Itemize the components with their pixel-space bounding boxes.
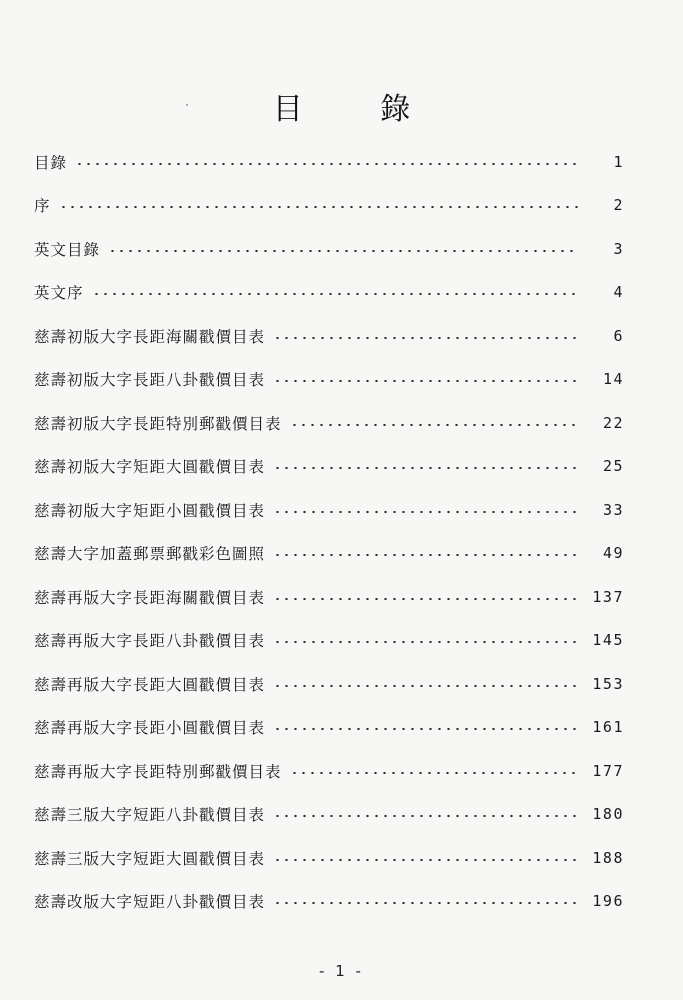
- toc-entry: [34, 184, 624, 228]
- toc-entry-title: 慈壽再版大字長距大圓戳價目表: [34, 675, 266, 694]
- toc-entry-page: 4: [613, 283, 624, 302]
- dot-leader: [273, 685, 578, 687]
- toc-entry: [34, 488, 624, 532]
- toc-entry-page: 14: [602, 370, 624, 389]
- dot-leader: [273, 815, 578, 817]
- toc-entry: [34, 836, 624, 880]
- toc-entry-title: 慈壽改版大字短距八卦戳價目表: [34, 893, 266, 912]
- toc-entry-title: 慈壽初版大字矩距大圓戳價目表: [34, 458, 266, 477]
- toc-entry: [34, 271, 624, 315]
- toc-entry: [34, 445, 624, 489]
- toc-entry-page: 153: [592, 674, 624, 693]
- toc-entry-page: 33: [602, 500, 624, 519]
- toc-entry-title: 慈壽初版大字長距海關戳價目表: [34, 327, 266, 346]
- toc-entry-page: 180: [592, 805, 624, 824]
- toc-entry-title: 慈壽大字加蓋郵票郵戳彩色圖照: [34, 545, 266, 564]
- toc-entry-page: 137: [592, 587, 624, 606]
- toc-entry-page: 25: [602, 457, 624, 476]
- toc-entry-title: 慈壽初版大字長距特別郵戳價目表: [34, 414, 282, 433]
- dot-leader: [273, 554, 578, 556]
- dot-leader: [273, 467, 578, 469]
- toc-entry-title: 慈壽再版大字長距海關戳價目表: [34, 588, 266, 607]
- page-title: 目 錄: [272, 92, 445, 127]
- dot-leader: [273, 337, 578, 339]
- toc-entry-title: 慈壽初版大字矩距小圓戳價目表: [34, 501, 266, 520]
- page-number: - 1 -: [319, 962, 364, 980]
- toc-entry-page: 196: [592, 892, 624, 911]
- toc-entry-page: 22: [602, 413, 624, 432]
- toc-entry-page: 188: [592, 848, 624, 867]
- dot-leader: [273, 380, 578, 382]
- toc-entry-title: 慈壽再版大字長距小圓戳價目表: [34, 719, 266, 738]
- dot-leader: [273, 598, 578, 600]
- dot-leader: [273, 728, 578, 730]
- dot-leader: [75, 163, 578, 165]
- dot-leader: [290, 772, 578, 774]
- toc-entry: [34, 619, 624, 663]
- toc-entry: [34, 575, 624, 619]
- toc-entry-title: 慈壽再版大字長距八卦戳價目表: [34, 632, 266, 651]
- toc-entry-page: 161: [592, 718, 624, 737]
- dot-leader: [273, 859, 578, 861]
- toc-entry-title: 序: [34, 197, 51, 216]
- dot-leader: [290, 424, 578, 426]
- toc-entry: [34, 314, 624, 358]
- toc-entry-page: 3: [613, 239, 624, 258]
- toc-entry: [34, 706, 624, 750]
- dot-leader: [273, 902, 578, 904]
- table-of-contents: [34, 140, 624, 923]
- toc-entry-page: 145: [592, 631, 624, 650]
- toc-entry-page: 49: [602, 544, 624, 563]
- toc-entry-page: 6: [613, 326, 624, 345]
- toc-entry-title: 慈壽再版大字長距特別郵戳價目表: [34, 762, 282, 781]
- toc-entry: [34, 358, 624, 402]
- toc-entry-title: 英文序: [34, 284, 84, 303]
- dot-leader: [273, 511, 578, 513]
- toc-entry-title: 英文目錄: [34, 240, 101, 259]
- toc-entry: [34, 140, 624, 184]
- toc-entry: [34, 227, 624, 271]
- toc-entry: [34, 532, 624, 576]
- toc-entry: [34, 793, 624, 837]
- toc-entry: [34, 401, 624, 445]
- toc-entry: [34, 662, 624, 706]
- toc-entry-page: 2: [613, 196, 624, 215]
- toc-entry-title: 慈壽三版大字短距大圓戳價目表: [34, 849, 266, 868]
- toc-entry-title: 慈壽三版大字短距八卦戳價目表: [34, 806, 266, 825]
- toc-entry-page: 1: [613, 152, 624, 171]
- dot-leader: [59, 206, 578, 208]
- dot-leader: [108, 250, 578, 252]
- toc-entry: [34, 749, 624, 793]
- dot-leader: [273, 641, 578, 643]
- toc-entry-title: 目錄: [34, 153, 68, 172]
- toc-entry-page: 177: [592, 761, 624, 780]
- dot-leader: [92, 293, 578, 295]
- toc-entry-title: 慈壽初版大字長距八卦戳價目表: [34, 371, 266, 390]
- toc-entry: [34, 880, 624, 924]
